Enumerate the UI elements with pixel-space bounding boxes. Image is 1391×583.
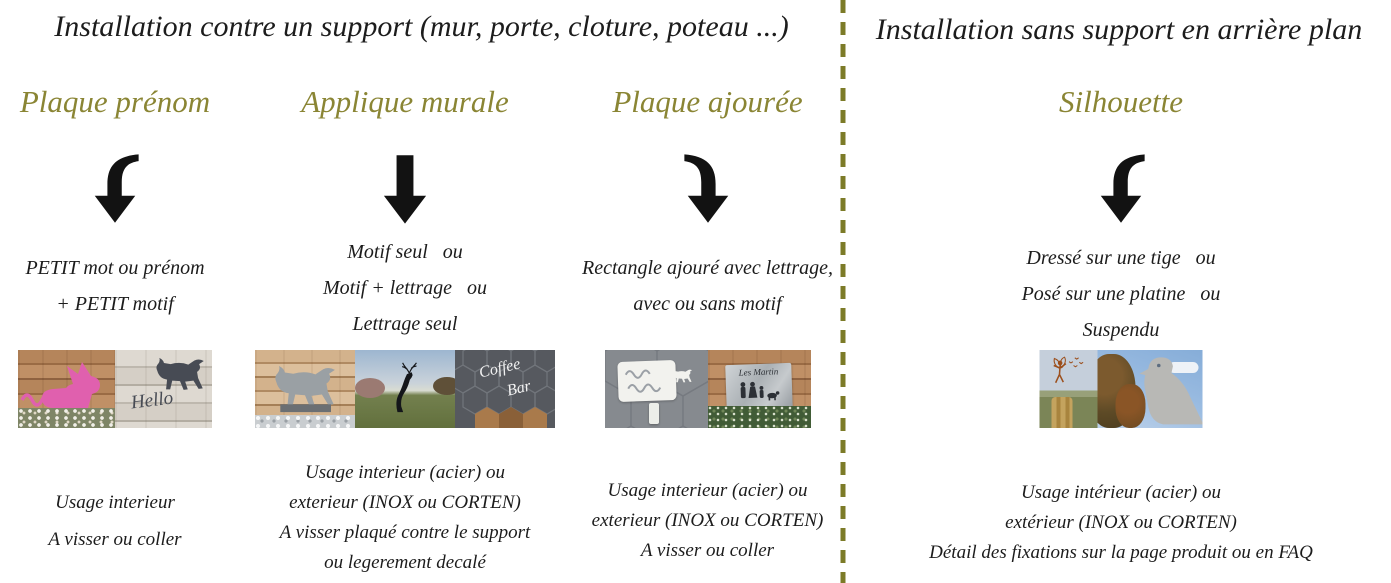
- bird-silhouette-icon: [1122, 350, 1203, 428]
- photo-row: [1040, 350, 1203, 428]
- column-applique-murale: [240, 0, 570, 583]
- fairy-silhouette-icon: [1042, 354, 1092, 400]
- usage-notes: [0, 484, 230, 558]
- usage-line: Détail des fixations sur la page produit ou en FAQ: [929, 542, 1313, 563]
- tree: [433, 377, 455, 395]
- photo-pink-name-plaque-with-dog-on-wood: [18, 350, 115, 428]
- gravel-strip: [255, 415, 355, 428]
- photo-row: [18, 350, 212, 428]
- openwork-plaque: [617, 360, 676, 402]
- wooden-post: [1052, 397, 1073, 428]
- desc-line: Dressé sur une tige ou: [1026, 247, 1216, 269]
- desc-line: Posé sur une platine ou: [1021, 283, 1221, 305]
- photo-bird-silhouette-against-sky: [1098, 350, 1203, 428]
- horse-silhouette-icon: [265, 364, 345, 416]
- desc-line: Motif + lettrage ou: [322, 277, 488, 299]
- usage-notes: [580, 476, 835, 566]
- les-martin-lettering: Les Martin: [737, 366, 779, 378]
- desc-line: avec ou sans motif: [633, 293, 782, 315]
- photo-deer-silhouette-in-meadow: [355, 350, 455, 428]
- blossom-tree: [355, 378, 385, 398]
- usage-notes: [240, 458, 570, 578]
- usage-line: exterieur (INOX ou CORTEN): [289, 492, 521, 513]
- photo-horse-silhouette-on-wood: [255, 350, 355, 428]
- desc-line: Motif seul ou: [347, 241, 463, 263]
- desc-line: Rectangle ajouré avec lettrage,: [581, 257, 833, 279]
- flower-strip: [18, 408, 115, 428]
- curved-down-arrow-mirrored-icon: [580, 146, 835, 232]
- usage-line: Usage intérieur (acier) ou: [1021, 482, 1221, 503]
- curved-down-arrow-icon: [0, 146, 230, 232]
- left-section-title: Installation contre un support (mur, porte, cloture, poteau ...): [54, 10, 789, 43]
- column-header: Silhouette: [1059, 84, 1183, 119]
- column-header: Applique murale: [301, 84, 509, 119]
- column-description: [851, 240, 1391, 348]
- column-header: Plaque ajourée: [612, 84, 803, 119]
- usage-line: extérieur (INOX ou CORTEN): [1005, 512, 1237, 533]
- photo-hello-plaque-with-horse: [115, 350, 212, 428]
- column-silhouette: [851, 0, 1391, 583]
- right-section-title: Installation sans support en arrière plan: [875, 13, 1363, 46]
- dashed-divider: [838, 0, 848, 583]
- straight-down-arrow-icon: [240, 146, 570, 232]
- usage-line: A visser ou coller: [640, 540, 775, 561]
- column-description: [0, 250, 230, 322]
- photo-fairy-on-wooden-post: [1040, 350, 1098, 428]
- photo-coffee-bar-hexagon-wall: [455, 350, 555, 428]
- column-plaque-prenom: [0, 0, 230, 583]
- column-header: Plaque prénom: [19, 84, 211, 119]
- column-description: [240, 234, 570, 342]
- usage-line: Usage interieur (acier) ou: [607, 480, 808, 501]
- usage-line: A visser plaqué contre le support: [279, 522, 531, 543]
- desc-line: + PETIT motif: [56, 293, 174, 315]
- usage-line: exterieur (INOX ou CORTEN): [591, 510, 824, 531]
- curved-down-arrow-icon: [851, 146, 1391, 232]
- desc-line: Lettrage seul: [352, 313, 458, 335]
- column-description: [580, 250, 835, 322]
- usage-line: A visser ou coller: [48, 529, 182, 550]
- usage-notes: [851, 478, 1391, 568]
- horse-silhouette-icon: [669, 358, 695, 396]
- coffee-lettering: Coffee: [477, 355, 523, 382]
- plant-strip: [708, 406, 811, 428]
- photo-family-name-plaque-on-wood: [708, 350, 811, 428]
- plaque-hook: [649, 403, 659, 424]
- photo-row: [605, 350, 811, 428]
- column-plaque-ajouree: [580, 0, 835, 583]
- bar-lettering: Bar: [505, 377, 533, 400]
- usage-line: ou legerement decalé: [324, 552, 486, 573]
- photo-row: [255, 350, 555, 428]
- deer-silhouette-icon: [387, 354, 425, 420]
- usage-line: Usage interieur: [55, 492, 175, 513]
- family-silhouettes-icon: [731, 379, 786, 405]
- family-plaque: [725, 363, 793, 411]
- usage-line: Usage interieur (acier) ou: [305, 462, 505, 483]
- desc-line: PETIT mot ou prénom: [25, 257, 205, 279]
- desc-line: Suspendu: [1082, 319, 1160, 341]
- hello-lettering: Hello: [129, 387, 175, 414]
- photo-openwork-plaque-on-grey-wall: [605, 350, 708, 428]
